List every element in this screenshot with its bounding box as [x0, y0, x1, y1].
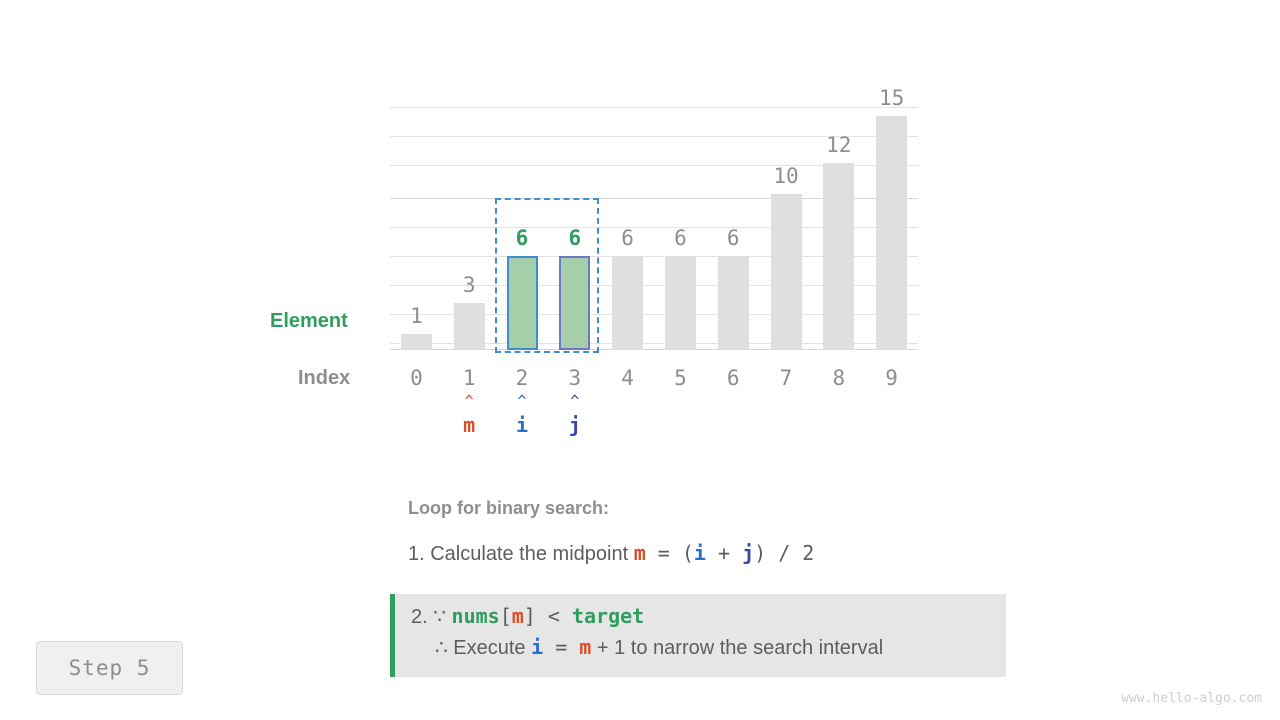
line2-bracket-close: ] [523, 604, 536, 628]
line1-var-i: i [693, 541, 706, 565]
line1-paren-open: ( [681, 541, 694, 565]
bar-5 [665, 256, 696, 350]
line2-nums: nums [451, 604, 500, 628]
pointer-caret-icon: ^ [570, 392, 580, 410]
index-cell-5: 5 [674, 366, 687, 390]
bar-slot [443, 88, 496, 350]
highlight-callout [390, 594, 1006, 677]
bar-7 [771, 194, 802, 350]
line3-var-m: m [579, 635, 592, 659]
line1-equals: = [645, 541, 682, 565]
pointer-caret-icon: ^ [517, 392, 527, 410]
element-axis-label: Element [270, 310, 348, 332]
pointer-i [496, 394, 549, 442]
bar-6 [718, 256, 749, 350]
line3-suffix: + 1 to narrow the search interval [591, 637, 884, 659]
index-cell-7: 7 [779, 366, 793, 390]
bar-value-8: 12 [826, 132, 852, 157]
step-badge: Step 5 [36, 641, 183, 695]
caption-title: Loop for binary search: [408, 498, 610, 518]
index-cell-0: 0 [410, 366, 423, 390]
pointer-m [443, 394, 496, 442]
line3-var-i: i [531, 635, 544, 659]
line1-var-m: m [633, 541, 646, 565]
bar-slot [654, 88, 707, 350]
bar-chart [390, 88, 918, 350]
bar-4 [612, 256, 643, 350]
index-cell-8: 8 [832, 366, 846, 390]
line2-bracket-open: [ [499, 604, 512, 628]
bar-value-2: 6 [515, 226, 529, 251]
bar-slot [707, 88, 760, 350]
line2-var-m: m [511, 604, 524, 628]
line3-equals: = [543, 635, 580, 659]
watermark: www.hello-algo.com [1121, 691, 1262, 706]
index-cell-1: 1 [462, 366, 476, 390]
line1-var-j: j [742, 541, 755, 565]
index-cell-9: 9 [885, 366, 898, 390]
line1-prefix: 1. Calculate the midpoint [408, 543, 634, 565]
bar-slot [601, 88, 654, 350]
index-cell-6: 6 [726, 366, 740, 390]
bar-value-9: 15 [878, 86, 905, 110]
pointer-row [390, 394, 918, 454]
line2-prefix: 2. ∵ [411, 606, 452, 628]
pointer-label-i: i [515, 413, 529, 437]
pointer-label-j: j [568, 413, 581, 437]
index-cell-2: 2 [515, 366, 529, 390]
bar-0 [401, 334, 432, 350]
line1-divide: / 2 [766, 541, 815, 565]
search-interval-box [495, 198, 599, 353]
caption-line-1 [408, 541, 1028, 566]
bar-value-4: 6 [621, 226, 634, 251]
bar-1 [454, 303, 485, 350]
pointer-label-m: m [463, 413, 476, 437]
pointer-j [548, 394, 601, 442]
bar-value-3: 6 [568, 226, 582, 251]
line3-prefix: ∴ Execute [435, 637, 532, 659]
bar-value-1: 3 [462, 273, 476, 298]
bar-value-0: 1 [410, 304, 423, 329]
index-cell-3: 3 [568, 366, 582, 390]
bar-9 [876, 116, 907, 350]
caption-line-2 [411, 604, 644, 629]
line2-less-than: < [535, 604, 572, 628]
line1-plus: + [705, 541, 743, 565]
bar-slot [760, 88, 813, 350]
bar-slot [865, 88, 918, 350]
line2-target: target [571, 604, 645, 628]
caption-block [408, 498, 1028, 580]
caption-line-3 [435, 635, 883, 660]
bar-slot [812, 88, 865, 350]
bar-value-7: 10 [773, 164, 799, 188]
bar-value-6: 6 [726, 226, 740, 251]
index-axis-label: Index [298, 367, 351, 389]
bar-8 [823, 163, 854, 350]
pointer-caret-icon: ^ [464, 392, 474, 410]
index-cell-4: 4 [621, 366, 634, 390]
line1-paren-close: ) [754, 541, 767, 565]
bar-value-5: 6 [674, 226, 687, 251]
